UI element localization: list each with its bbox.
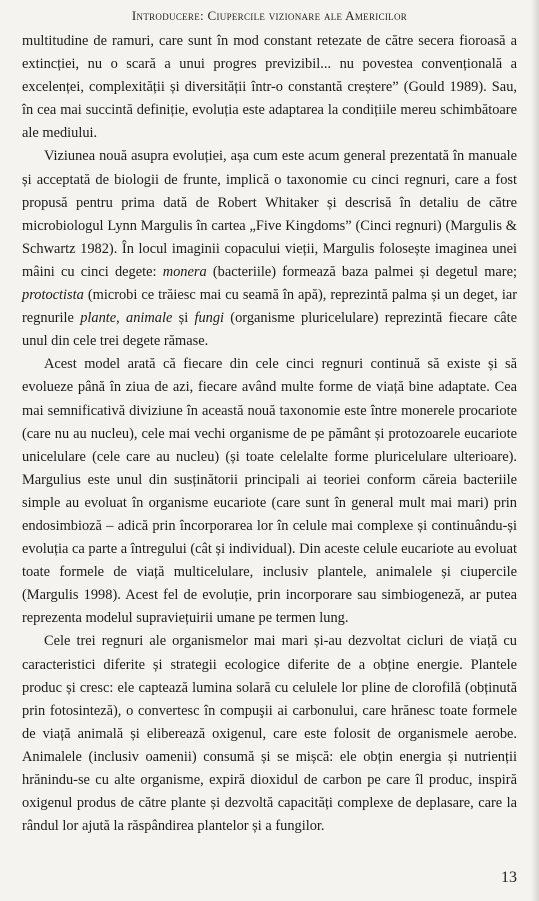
paragraph xyxy=(22,353,517,630)
page-edge-shadow xyxy=(531,0,539,901)
text-run: Acest model arată că fiecare din cele cinci regnuri continuă să existe și să evolueze până în ziua de azi, fiecare având multe forme de viață bine adaptate. Cea mai semnificativă diviziune în această nouă taxonomie este între monerele procariote (care nu au nucleu), cele mai vechi organisme de pe pământ și protozoarele eucariote unicelulare (cele care au nucleu) (și toate celelalte forme pluricelulare ulterioare). Margulius este unul din susținătorii principali ai teoriei conform căreia bacteriile simple au evoluat în organisme eucariote (care sunt în general mult mai mari) prin endosimbioză – adică prin încorporarea lor în celule mai complexe și continuându-și evoluția ca parte a întregului (cât și individual). Din aceste celule eucariote au evoluat toate formele de viață multicelulare, inclusiv plantele, animalele și ciupercile (Margulis 1998). Acest fel de evoluție, prin incorporare sau simbiogeneză, ar putea reprezenta modelul supraviețuirii umane pe termen lung. xyxy=(22,356,517,627)
paragraph xyxy=(22,30,517,145)
page-number: 13 xyxy=(501,869,517,886)
italic-term: fungi xyxy=(194,310,225,327)
italic-term: monera xyxy=(162,263,207,280)
italic-term: protoctista xyxy=(22,287,84,304)
italic-term: animale xyxy=(126,310,173,327)
text-run: Cele trei regnuri ale organismelor mai mari și-au dezvoltat cicluri de viață cu caracteristici diferite și strategii ecologice diferite de a obține energie. Plantele produc și cresc: ele captează lumina solară cu celulele lor pline de clorofilă (obținută prin fotosinteză), o convertesc în compuşii ai carbonului, care hrănesc toate formele de viață animală și eliberează oxigenul, care este folosit de organismele aerobe. Animalele (inclusiv oamenii) consumă și se mișcă: ele obțin energia și nutrienții hrănindu-se cu alte organisme, expiră dioxidul de carbon pe care îl produc, inspiră oxigenul produs de către plante și dezvoltă capacități complexe de deplasare, care la rândul lor ajută la răspândirea plantelor și a fungilor. xyxy=(22,633,517,835)
body-text xyxy=(22,30,517,838)
text-run: (bacteriile) formează baza palmei și degetul mare; xyxy=(206,263,517,280)
italic-term: plante xyxy=(80,310,117,327)
text-run: Viziunea nouă asupra evoluției, așa cum este acum general prezentată în manuale și acceptată de biologii de frunte, implică o taxonomie cu cinci regnuri, care a fost propusă pentru prima dată de Robert Whitaker și descrisă în detaliu de către microbiologul Lynn Margulis în cartea „Five Kingdoms” (Cinci regnuri) (Margulis & Schwartz 1982). În locul imaginii copacului vieții, Margulis folosește imaginea unei mâini cu cinci degete: xyxy=(22,148,517,280)
paragraph xyxy=(22,145,517,353)
text-run: (microbi ce trăiesc mai cu seamă în apă), reprezintă palma și un deget, iar regnurile xyxy=(22,287,517,327)
text-run: , xyxy=(116,310,127,327)
text-run: (organisme pluricelulare) reprezintă fiecare câte unul din cele trei degete rămase. xyxy=(22,310,518,350)
running-header: Introducere: Ciupercile vizionare ale Americilor xyxy=(131,8,408,23)
text-run: multitudine de ramuri, care sunt în mod constant retezate de către secera fioroasă a extincției, nu o scară a unui progres previzibil... nu povestea convențională a excelenței, complexității și diversității într-o constantă creștere” (Gould 1989). Sau, în cea mai succintă definiție, evoluția este adaptarea la condițiile mereu schimbătoare ale mediului. xyxy=(22,33,517,142)
paragraph xyxy=(22,630,517,838)
text-run: și xyxy=(172,310,195,327)
